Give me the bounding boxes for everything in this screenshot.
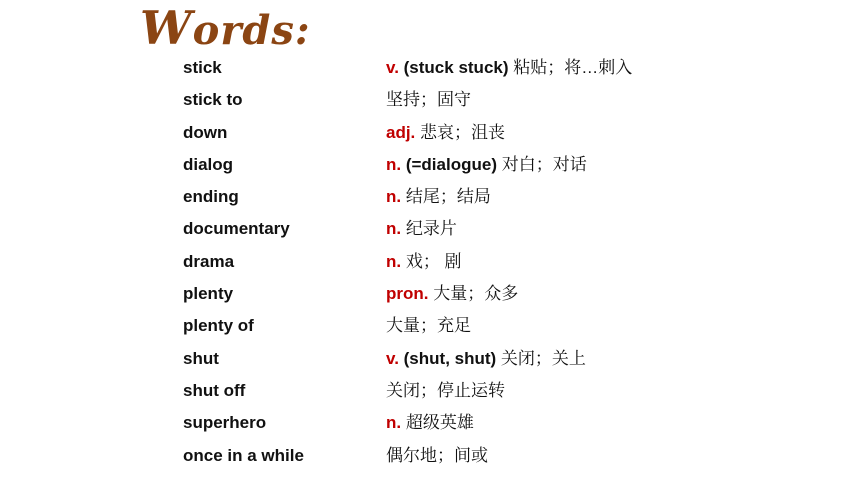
- vocab-row: [0, 117, 860, 149]
- word-forms: (=dialogue): [401, 154, 497, 174]
- vocab-definition: [386, 278, 518, 310]
- vocab-row: [0, 84, 860, 116]
- part-of-speech: n.: [386, 187, 402, 207]
- vocab-definition: [386, 181, 491, 213]
- vocab-definition: [386, 246, 462, 278]
- vocab-definition: [386, 149, 587, 181]
- vocab-row: [0, 343, 860, 375]
- vocab-term: plenty: [183, 284, 234, 304]
- chinese-meaning: 超级英雄: [401, 413, 474, 433]
- vocab-term: superhero: [183, 413, 267, 433]
- part-of-speech: pron.: [386, 284, 429, 304]
- vocab-definition: [386, 213, 457, 245]
- vocab-term: down: [183, 122, 228, 142]
- title-rest: ords:: [192, 7, 311, 54]
- chinese-meaning: 对白；对话: [496, 154, 587, 174]
- chinese-meaning: 悲哀；沮丧: [415, 122, 506, 142]
- vocab-row: [0, 52, 860, 84]
- vocab-term: ending: [183, 187, 239, 207]
- vocab-row: [0, 310, 860, 342]
- part-of-speech: n.: [386, 219, 402, 239]
- vocab-row: [0, 407, 860, 439]
- vocab-definition: [386, 407, 474, 439]
- vocab-row: [0, 181, 860, 213]
- chinese-meaning: 大量；充足: [386, 316, 471, 336]
- vocab-row: [0, 278, 860, 310]
- vocab-row: [0, 213, 860, 245]
- slide-title: [140, 2, 311, 57]
- word-forms: (shut, shut): [398, 348, 497, 368]
- vocab-term: stick to: [183, 90, 243, 110]
- part-of-speech: n.: [386, 154, 402, 174]
- part-of-speech: v.: [386, 348, 399, 368]
- vocab-term: once in a while: [183, 445, 304, 465]
- vocab-term: drama: [183, 251, 235, 271]
- vocabulary-list: [0, 52, 860, 472]
- vocab-definition: [386, 84, 471, 116]
- chinese-meaning: 偶尔地；间或: [386, 445, 488, 465]
- vocab-definition: [386, 52, 632, 84]
- part-of-speech: n.: [386, 251, 402, 271]
- chinese-meaning: 纪录片: [401, 219, 457, 239]
- chinese-meaning: 大量；众多: [428, 284, 519, 304]
- chinese-meaning: 坚持；固守: [386, 90, 471, 110]
- chinese-meaning: 戏； 剧: [401, 251, 462, 271]
- vocab-definition: [386, 117, 505, 149]
- vocab-definition: [386, 343, 586, 375]
- vocab-row: [0, 440, 860, 472]
- vocab-term: stick: [183, 58, 222, 77]
- vocab-term: shut: [183, 348, 219, 368]
- title-initial: W: [140, 1, 193, 55]
- vocab-term: dialog: [183, 154, 234, 174]
- vocab-definition: [386, 375, 505, 407]
- part-of-speech: adj.: [386, 122, 416, 142]
- chinese-meaning: 粘贴；将…刺入: [508, 58, 633, 77]
- chinese-meaning: 关闭；关上: [496, 348, 586, 368]
- part-of-speech: v.: [386, 58, 399, 77]
- vocab-term: documentary: [183, 219, 290, 239]
- chinese-meaning: 结尾；结局: [401, 187, 491, 207]
- vocab-term: shut off: [183, 380, 246, 400]
- vocab-row: [0, 149, 860, 181]
- vocab-term: plenty of: [183, 316, 254, 336]
- vocab-definition: [386, 310, 471, 342]
- part-of-speech: n.: [386, 413, 402, 433]
- chinese-meaning: 关闭；停止运转: [386, 380, 505, 400]
- vocab-row: [0, 246, 860, 278]
- word-forms: (stuck stuck): [398, 58, 509, 77]
- vocab-definition: [386, 440, 488, 472]
- vocab-row: [0, 375, 860, 407]
